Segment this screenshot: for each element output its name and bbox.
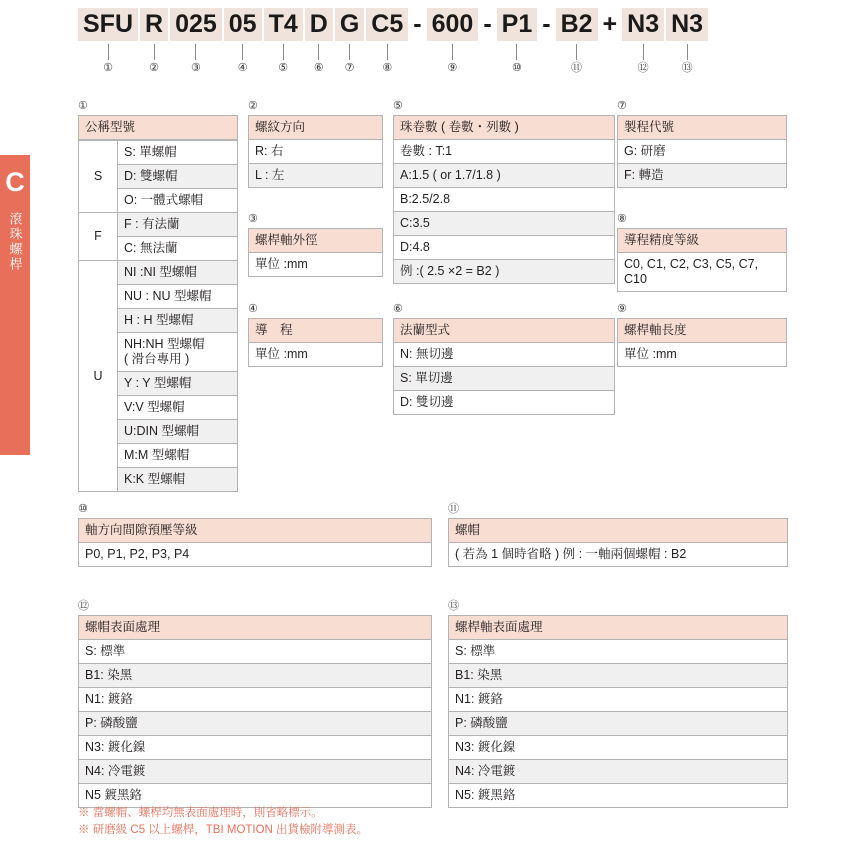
- row-label: C: 無法蘭: [118, 237, 238, 261]
- block-index: ⑥: [393, 303, 403, 315]
- block-header: 螺桿軸長度: [617, 318, 787, 343]
- row-label: V:V 型螺帽: [118, 396, 238, 420]
- side-tab-text: 滾珠螺桿: [7, 212, 23, 272]
- code-segment-index: ⑧: [382, 62, 393, 74]
- code-segment: [264, 8, 303, 74]
- table-row: D:4.8: [393, 236, 615, 260]
- table-row: N4: 冷電鍍: [78, 760, 432, 784]
- code-segment-text: B2: [556, 8, 598, 41]
- side-tab-letter: C: [5, 167, 25, 197]
- code-segment-text: 025: [170, 8, 222, 41]
- code-segment-text: G: [335, 8, 364, 41]
- row-label: M:M 型螺帽: [118, 444, 238, 468]
- block-index: ⑬: [448, 600, 459, 612]
- block-body: [248, 253, 383, 277]
- table-row: B1: 染黑: [448, 664, 788, 688]
- nominal-model-table: [78, 140, 238, 492]
- table-row: N5: 鍍黑鉻: [448, 784, 788, 808]
- table-row: S: 標準: [78, 640, 432, 664]
- block-header: 法蘭型式: [393, 318, 615, 343]
- table-row: S: 標準: [448, 640, 788, 664]
- footnote-line: ※ 當螺帽、螺桿均無表面處理時，則省略標示。: [78, 807, 323, 819]
- table-row: A:1.5 ( or 1.7/1.8 ): [393, 164, 615, 188]
- group-key: S: [79, 141, 118, 213]
- table-row: D: 雙切邊: [393, 391, 615, 415]
- table-row: N3: 鍍化鎳: [78, 736, 432, 760]
- model-code-line: [78, 8, 710, 74]
- row-label: D: 雙螺帽: [118, 165, 238, 189]
- block-index: ⑩: [78, 503, 88, 515]
- block-preload-class: [78, 503, 432, 567]
- block-body: [393, 343, 615, 415]
- block-index: ⑪: [448, 503, 459, 515]
- block-header: 螺帽: [448, 518, 788, 543]
- block-body: [248, 140, 383, 188]
- table-row: C0, C1, C2, C3, C5, C7, C10: [617, 253, 787, 292]
- code-segment-text: C5: [366, 8, 408, 41]
- code-segment-index: ⑪: [571, 62, 583, 74]
- table-row: 例 :( 2.5 ×2 = B2 ): [393, 260, 615, 284]
- table-row: L : 左: [248, 164, 383, 188]
- table-row: N4: 冷電鍍: [448, 760, 788, 784]
- row-label: NU : NU 型螺帽: [118, 285, 238, 309]
- code-segment: [497, 8, 538, 74]
- code-segment: [622, 8, 664, 74]
- row-label: O: 一體式螺帽: [118, 189, 238, 213]
- code-segment-index: ⑩: [512, 62, 522, 74]
- code-tick: [108, 44, 109, 60]
- table-row: N1: 鍍鉻: [448, 688, 788, 712]
- code-tick: [242, 44, 243, 60]
- block-index: ④: [248, 303, 258, 315]
- table-row: [79, 261, 238, 285]
- block-nominal-model: [78, 100, 238, 492]
- code-segment-index: ⑨: [447, 62, 458, 74]
- table-row: B:2.5/2.8: [393, 188, 615, 212]
- code-segment-index: ⑦: [344, 62, 355, 74]
- block-body: [248, 343, 383, 367]
- block-body: [617, 343, 787, 367]
- block-index: ⑨: [617, 303, 627, 315]
- row-label: Y : Y 型螺帽: [118, 372, 238, 396]
- code-segment-text: -: [542, 10, 551, 38]
- block-body: [78, 140, 238, 492]
- code-tick: [576, 44, 577, 60]
- code-segment-index: ⑬: [681, 62, 693, 74]
- code-segment: [410, 8, 424, 41]
- block-header: 導程精度等級: [617, 228, 787, 253]
- block-body: [617, 253, 787, 292]
- code-segment-index: ③: [190, 62, 201, 74]
- row-label: F : 有法蘭: [118, 213, 238, 237]
- code-tick: [516, 44, 517, 60]
- code-segment: [335, 8, 364, 74]
- code-segment-text: SFU: [78, 8, 138, 41]
- code-segment-text: P1: [497, 8, 538, 41]
- footnotes: [78, 805, 368, 839]
- code-tick: [452, 44, 453, 60]
- code-segment-index: ④: [237, 62, 248, 74]
- code-tick: [195, 44, 196, 60]
- table-row: P: 磷酸鹽: [78, 712, 432, 736]
- block-flange-type: [393, 303, 615, 415]
- code-segment-text: 05: [224, 8, 262, 41]
- code-segment-text: N3: [622, 8, 664, 41]
- block-index: ⑤: [393, 100, 403, 112]
- table-row: B1: 染黑: [78, 664, 432, 688]
- block-nut-surface-treatment: [78, 600, 432, 808]
- block-body: [78, 640, 432, 808]
- code-tick: [643, 44, 644, 60]
- table-row: 單位 :mm: [248, 253, 383, 277]
- block-index: ①: [78, 100, 88, 112]
- row-label: H : H 型螺帽: [118, 309, 238, 333]
- code-segment-text: N3: [666, 8, 708, 41]
- group-key: U: [79, 261, 118, 492]
- block-shaft-diameter: [248, 213, 383, 277]
- block-shaft-length: [617, 303, 787, 367]
- table-row: R: 右: [248, 140, 383, 164]
- code-segment-text: D: [305, 8, 333, 41]
- code-segment: [666, 8, 708, 74]
- table-row: [79, 213, 238, 237]
- code-segment: [170, 8, 222, 74]
- block-header: 螺桿軸表面處理: [448, 615, 788, 640]
- block-index: ⑦: [617, 100, 627, 112]
- block-index: ⑧: [617, 213, 627, 225]
- table-row: P0, P1, P2, P3, P4: [78, 543, 432, 567]
- code-segment: [140, 8, 168, 74]
- table-row: [79, 141, 238, 165]
- code-segment-text: T4: [264, 8, 303, 41]
- table-row: S: 單切邊: [393, 367, 615, 391]
- table-row: F: 轉造: [617, 164, 787, 188]
- code-segment-text: 600: [427, 8, 479, 41]
- row-label: K:K 型螺帽: [118, 468, 238, 492]
- code-segment: [600, 8, 621, 41]
- block-header: 螺帽表面處理: [78, 615, 432, 640]
- block-body: [617, 140, 787, 188]
- table-row: N1: 鍍鉻: [78, 688, 432, 712]
- code-tick: [687, 44, 688, 60]
- table-row: G: 研磨: [617, 140, 787, 164]
- block-header: 螺紋方向: [248, 115, 383, 140]
- block-body: [78, 543, 432, 567]
- code-segment: [480, 8, 494, 41]
- block-lead-accuracy: [617, 213, 787, 292]
- code-tick: [154, 44, 155, 60]
- block-header: 導 程: [248, 318, 383, 343]
- block-header: 軸方向間隙預壓等級: [78, 518, 432, 543]
- code-tick: [387, 44, 388, 60]
- block-body: [448, 543, 788, 567]
- table-row: ( 若為 1 個時省略 ) 例 : 一軸兩個螺帽 : B2: [448, 543, 788, 567]
- code-segment-text: +: [602, 10, 618, 38]
- table-row: 單位 :mm: [248, 343, 383, 367]
- code-segment: [305, 8, 333, 74]
- row-label: NI :NI 型螺帽: [118, 261, 238, 285]
- table-row: N3: 鍍化鎳: [448, 736, 788, 760]
- table-row: 卷數 : T:1: [393, 140, 615, 164]
- table-row: 單位 :mm: [617, 343, 787, 367]
- block-process-code: [617, 100, 787, 188]
- table-row: C:3.5: [393, 212, 615, 236]
- row-label: NH:NH 型螺帽 ( 滑台專用 ): [118, 333, 238, 372]
- block-body: [393, 140, 615, 284]
- table-row: N: 無切邊: [393, 343, 615, 367]
- block-body: [448, 640, 788, 808]
- block-header: 螺桿軸外徑: [248, 228, 383, 253]
- block-index: ③: [248, 213, 258, 225]
- code-segment-text: -: [483, 10, 492, 38]
- code-segment: [224, 8, 262, 74]
- row-label: U:DIN 型螺帽: [118, 420, 238, 444]
- block-nut-count: [448, 503, 788, 567]
- block-thread-direction: [248, 100, 383, 188]
- row-label: S: 單螺帽: [118, 141, 238, 165]
- block-header: 公稱型號: [78, 115, 238, 140]
- code-segment: [556, 8, 598, 74]
- code-tick: [283, 44, 284, 60]
- code-tick: [318, 44, 319, 60]
- block-index: ⑫: [78, 600, 89, 612]
- code-segment: [539, 8, 553, 41]
- table-row: N5 鍍黑鉻: [78, 784, 432, 808]
- code-segment: [78, 8, 138, 74]
- block-header: 製程代號: [617, 115, 787, 140]
- code-segment-index: ②: [149, 62, 159, 74]
- code-segment-index: ⑫: [637, 62, 649, 74]
- table-row: P: 磷酸鹽: [448, 712, 788, 736]
- code-segment-index: ⑤: [278, 62, 289, 74]
- block-lead: [248, 303, 383, 367]
- group-key: F: [79, 213, 118, 261]
- code-segment: [366, 8, 408, 74]
- footnote-line: ※ 研磨級 C5 以上螺桿，TBI MOTION 出貨檢附導測表。: [78, 824, 369, 836]
- code-segment-index: ①: [103, 62, 113, 74]
- code-segment-text: -: [413, 10, 422, 38]
- code-tick: [349, 44, 350, 60]
- block-ball-turns: [393, 100, 615, 284]
- code-segment: [427, 8, 479, 74]
- side-tab: [0, 155, 30, 455]
- code-segment-index: ⑥: [313, 62, 324, 74]
- block-shaft-surface-treatment: [448, 600, 788, 808]
- block-header: 珠卷數 ( 卷數・列數 ): [393, 115, 615, 140]
- block-index: ②: [248, 100, 258, 112]
- code-segment-text: R: [140, 8, 168, 41]
